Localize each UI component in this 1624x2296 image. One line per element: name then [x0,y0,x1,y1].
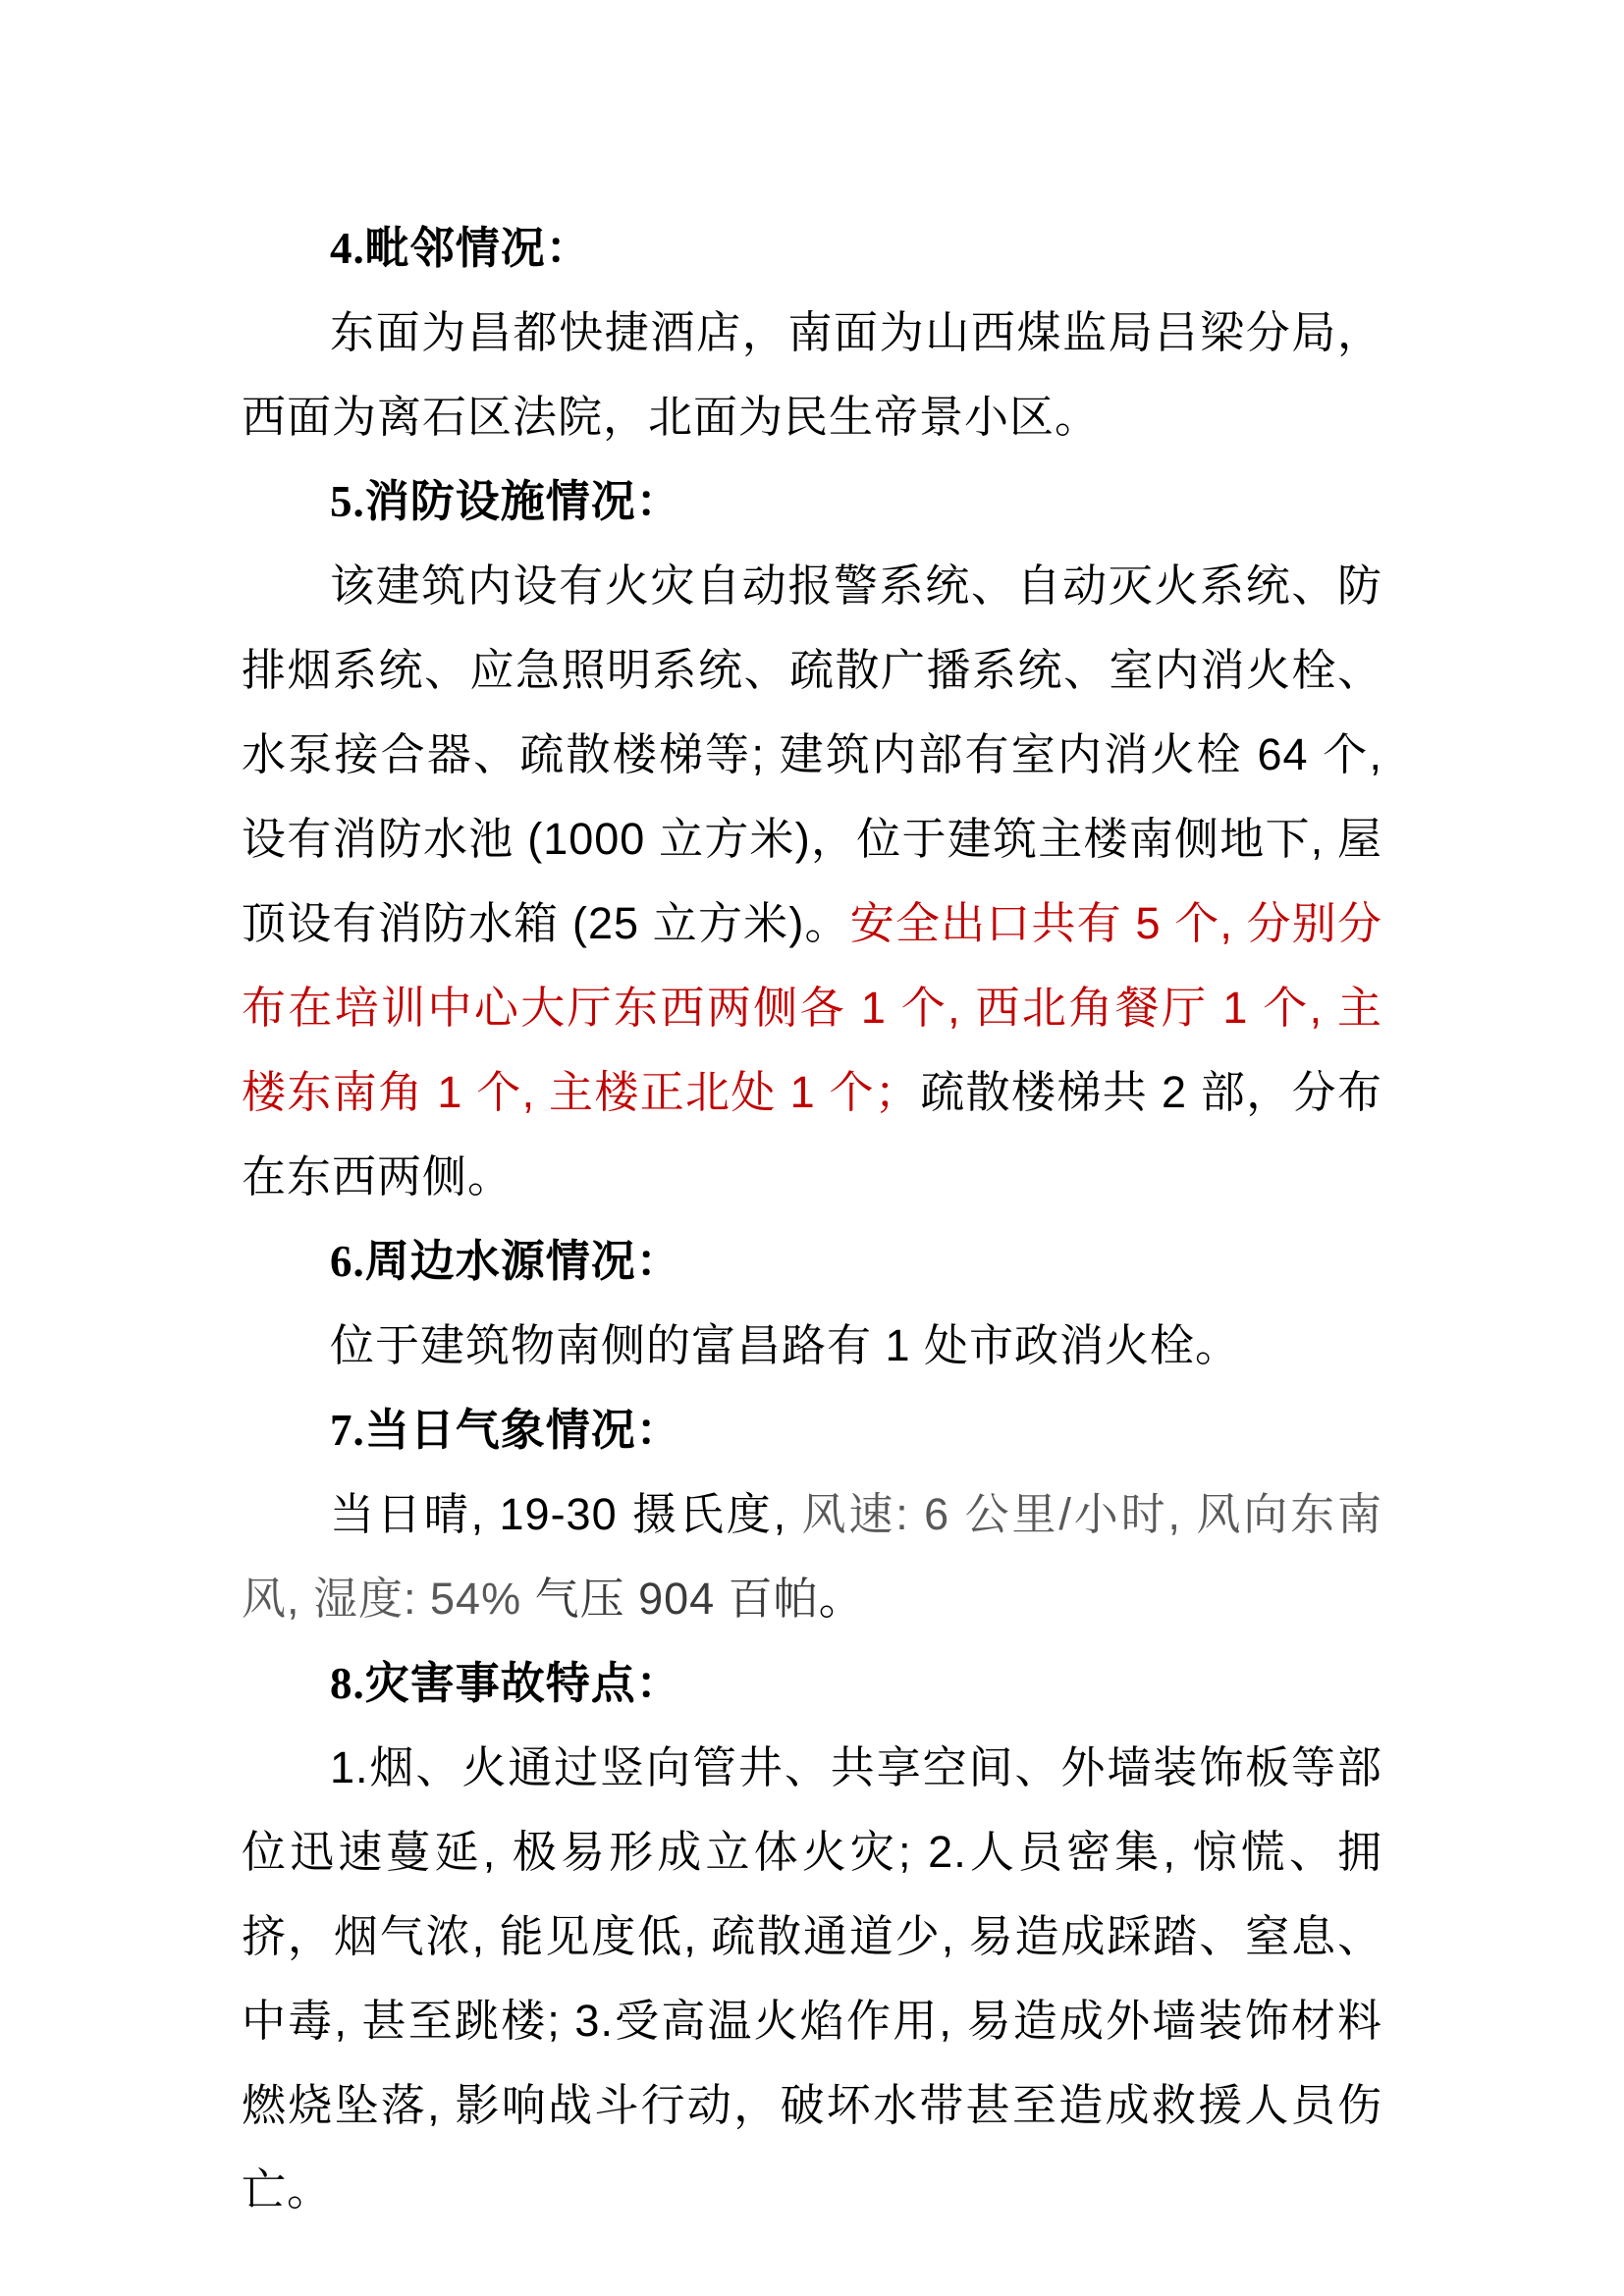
text-run: 风速: 6 公里/小时, 风向东南风, 湿度: 54% [242,1489,1383,1624]
section-5-heading [242,459,1382,544]
text-run: 6. [330,1237,365,1286]
text-run: 气压 904 百帕 [534,1574,819,1624]
section-4-body [242,291,1382,459]
text-run: 毗邻情况： [364,223,591,273]
text-run: 消防设施情况： [364,476,681,526]
section-7-heading [242,1388,1382,1472]
text-run: 7. [330,1406,365,1455]
section-6-heading [242,1219,1382,1304]
red-highlight-text-run: 安全出口共有 5 个, 分别分布在培训中心大厅东西两侧各 1 个, 西北角餐厅 1 个, 主楼东南角 1 个, 主楼正北处 1 个； [242,898,1382,1117]
text-run: 东面为昌都快捷酒店，南面为山西煤监局吕梁分局，西面为离石区法院，北面为民生帝景小区。 [242,307,1382,442]
text-run: 5. [330,477,365,526]
text-run: 位于建筑物南侧的富昌路有 1 处市政消火栓。 [330,1320,1241,1370]
text-run: 1.烟、火通过竖向管井、共享空间、外墙装饰板等部位迅速蔓延, 极易形成立体火灾; 2.人员密集, 惊慌、拥挤，烟气浓, 能见度低, 疏散通道少, 易造成踩踏、窒息、中毒, 甚至跳楼; 3.受高温火焰作用, 易造成外墙装饰材料燃烧坠落, 影响战斗行动，破坏水带甚至造成救援人员伤亡。 [242,1742,1382,2215]
section-5-body [242,544,1382,1219]
text-run: 。 [818,1574,864,1624]
text-run: 当日晴, 19-30 摄氏度, [330,1489,802,1539]
section-8-heading [242,1641,1382,1726]
text-run: 8. [330,1659,365,1708]
section-8-body [242,1726,1382,2232]
section-6-body [242,1304,1382,1388]
text-run: 该建筑内设有火灾自动报警系统、自动灭火系统、防排烟系统、应急照明系统、疏散广播系统、室内消火栓、水泵接合器、疏散楼梯等; 建筑内部有室内消火栓 64 个, 设有消防水池 (1000 立方米)，位于建筑主楼南侧地下, 屋顶设有消防水箱 (25 立方米)。 [242,561,1382,948]
text-run: 4. [330,224,365,273]
section-4-heading [242,206,1382,291]
document-content [242,206,1382,2232]
text-run: 灾害事故特点： [364,1658,681,1708]
section-7-body [242,1472,1382,1641]
text-run: 周边水源情况： [364,1236,681,1286]
text-run: 当日气象情况： [364,1405,681,1455]
text-run: 疏散楼梯共 2 部，分布在东西两侧。 [242,1067,1382,1201]
